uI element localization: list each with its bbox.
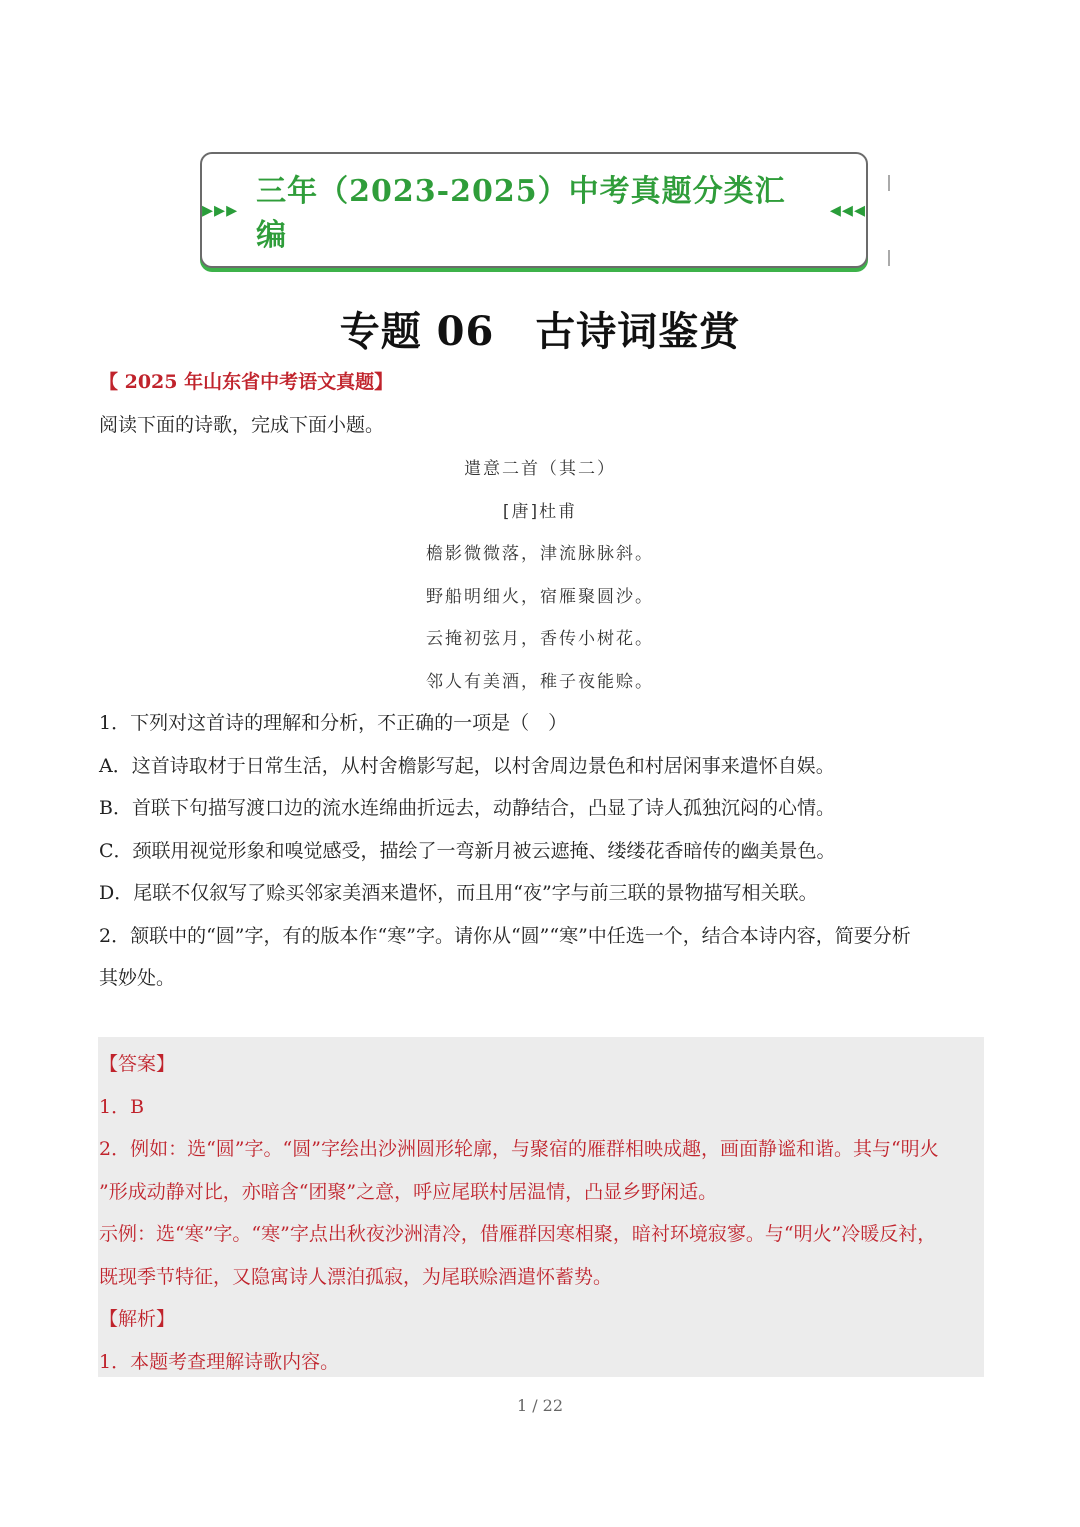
answer-1: 1．B	[99, 1096, 145, 1118]
margin-mark	[888, 175, 890, 191]
answer-panel	[98, 1037, 984, 1377]
page-number: 1 / 22	[516, 1396, 564, 1415]
answer-2-cont: ”形成动静对比，亦暗含“团聚”之意，呼应尾联村居温情，凸显乡野闲适。	[99, 1181, 718, 1203]
page-title: 专题 06 古诗词鉴赏	[339, 308, 741, 355]
question-1: 1．下列对这首诗的理解和分析，不正确的一项是（ ）	[99, 712, 568, 734]
option-c: C．颈联用视觉形象和嗅觉感受，描绘了一弯新月被云遮掩、缕缕花香暗传的幽美景色。	[99, 840, 836, 862]
question-2: 2．颔联中的“圆”字，有的版本作“寒”字。请你从“圆”“寒”中任选一个，结合本诗内容，简要分析	[99, 925, 911, 947]
poem-line: 野船明细火，宿雁聚圆沙。	[426, 587, 654, 607]
answer-2-example-cont: 既现季节特征，又隐寓诗人漂泊孤寂，为尾联赊酒遣怀蓄势。	[99, 1266, 613, 1288]
poem-line: 云掩初弦月，香传小树花。	[426, 629, 654, 649]
analysis-label: 【解析】	[99, 1308, 176, 1330]
poem-line: 檐影微微落，津流脉脉斜。	[426, 544, 654, 564]
option-a: A．这首诗取材于日常生活，从村舍檐影写起，以村舍周边景色和村居闲事来遣怀自娱。	[99, 755, 835, 777]
option-b: B．首联下句描写渡口边的流水连绵曲折远去，动静结合，凸显了诗人孤独沉闷的心情。	[99, 797, 835, 819]
answer-2-example: 示例：选“寒”字。“寒”字点出秋夜沙洲清冷，借雁群因寒相聚，暗衬环境寂寥。与“明火”冷暖反衬，	[99, 1223, 937, 1245]
banner-title: 三年（2023-2025）中考真题分类汇编	[256, 174, 786, 253]
poem-title: 遣意二首（其二）	[464, 459, 616, 479]
section-tag: 【 2025 年山东省中考语文真题】	[99, 371, 394, 393]
left-arrows-icon: ◂◂◂	[829, 197, 866, 223]
poem-author: [唐]杜甫	[502, 502, 578, 522]
margin-mark	[888, 250, 890, 266]
option-d: D．尾联不仅叙写了赊买邻家美酒来遣怀，而且用“夜”字与前三联的景物描写相关联。	[99, 882, 818, 904]
answer-label: 【答案】	[99, 1053, 176, 1075]
poem-line: 邻人有美酒，稚子夜能赊。	[426, 672, 654, 692]
analysis-1: 1．本题考查理解诗歌内容。	[99, 1351, 340, 1373]
right-arrows-icon: ▸▸▸	[202, 197, 239, 223]
answer-2: 2．例如：选“圆”字。“圆”字绘出沙洲圆形轮廓，与聚宿的雁群相映成趣，画面静谧和谐。其与“明火	[99, 1138, 939, 1160]
series-banner	[200, 152, 868, 268]
question-2-cont: 其妙处。	[99, 967, 176, 989]
instruction: 阅读下面的诗歌，完成下面小题。	[99, 414, 385, 436]
